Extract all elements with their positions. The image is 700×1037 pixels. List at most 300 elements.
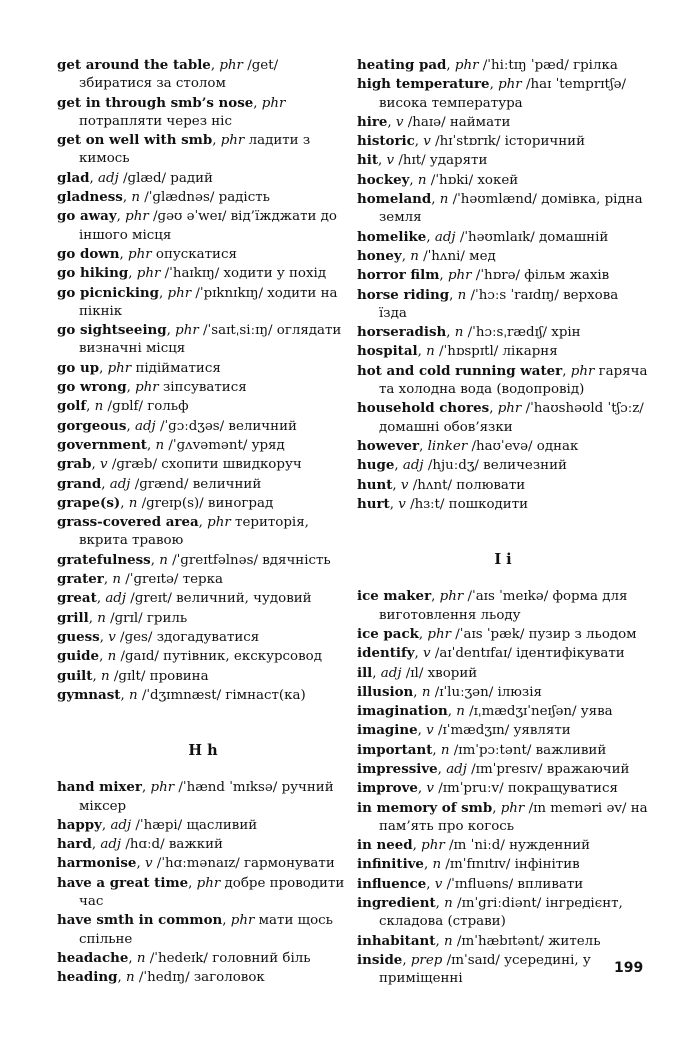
part-of-speech: n [444, 896, 453, 912]
part-of-speech: adj [100, 837, 122, 853]
dictionary-entry [357, 228, 649, 247]
part-of-speech: v [434, 876, 443, 892]
separator: , [198, 515, 208, 531]
section-letter-heading: H h [188, 741, 218, 759]
dictionary-entry [57, 169, 349, 188]
dictionary-entry [357, 894, 649, 932]
separator: , [446, 58, 455, 73]
headword: hunt [357, 476, 393, 493]
part-of-speech: v [426, 781, 434, 797]
separator: , [449, 287, 458, 303]
part-of-speech: phr [150, 780, 175, 796]
separator: , [128, 950, 137, 966]
definition: /ɪnˈɡriːdiənt/ інгредієнт, складова (страви) [379, 896, 623, 930]
headword: in need [357, 837, 413, 854]
dictionary-entry [357, 266, 649, 285]
headword: horror film [357, 267, 440, 284]
dictionary-entry [357, 760, 649, 779]
separator: , [432, 742, 441, 758]
part-of-speech: phr [135, 380, 159, 396]
dictionary-entry [57, 378, 349, 397]
definition: /ˈhʌni/ мед [418, 248, 496, 264]
dictionary-entry [57, 188, 349, 207]
definition: /ɡreɪt/ величний, чудовий [126, 591, 312, 607]
dictionary-entry [57, 551, 349, 570]
dictionary-entry [357, 951, 649, 989]
separator: , [409, 172, 418, 188]
dictionary-entry [357, 721, 649, 740]
separator: , [166, 323, 176, 339]
headword: harmonise [57, 855, 137, 872]
separator: , [446, 325, 455, 341]
dictionary-entry [57, 949, 349, 968]
separator: , [92, 668, 101, 684]
separator: , [120, 687, 129, 703]
dictionary-entry [57, 835, 349, 854]
separator: , [147, 437, 156, 453]
left-column [57, 56, 349, 988]
dictionary-entry [57, 778, 349, 816]
headword: go wrong [57, 379, 127, 396]
dictionary-entry [57, 436, 349, 455]
part-of-speech: v [395, 114, 404, 130]
headword: however [357, 437, 420, 454]
separator: , [437, 761, 447, 777]
headword: hot and cold running water [357, 362, 563, 379]
headword: ice pack [357, 625, 419, 642]
definition: /ˈhiːtɪŋ ˈpæd/ грілка [478, 58, 618, 73]
definition: /ˈhɔːs ˈraɪdɪŋ/ верхова їзда [379, 287, 619, 321]
headword: illusion [357, 683, 414, 700]
separator: , [431, 589, 440, 605]
separator: , [116, 209, 126, 225]
separator: , [89, 170, 99, 186]
definition: /hɪt/ ударяти [394, 153, 488, 169]
headword: great [57, 590, 97, 607]
separator: , [222, 913, 231, 929]
definition: /ɡɒlf/ гольф [103, 399, 189, 415]
headword: golf [57, 398, 87, 415]
dictionary-entry [357, 399, 649, 437]
headword: ill [357, 664, 373, 681]
part-of-speech: phr [439, 589, 464, 605]
part-of-speech: phr [220, 133, 245, 149]
headword: guilt [57, 667, 93, 684]
definition: /hjuːdʒ/ величезний [423, 458, 567, 474]
headword: grater [57, 571, 104, 588]
headword: go away [57, 208, 117, 225]
dictionary-entry [357, 286, 649, 324]
separator: , [101, 476, 110, 492]
definition: /ɪnˈsaɪd/ усередині, у приміщенні [379, 952, 591, 987]
part-of-speech: v [423, 134, 431, 150]
definition: /ɪˈmædʒɪn/ уявляти [433, 723, 571, 739]
definition: /ˈhɑːmənaɪz/ гармонувати [152, 856, 335, 872]
part-of-speech: phr [261, 95, 286, 111]
dictionary-entry [57, 513, 349, 551]
definition: /ˈsaɪtˌsiːɪŋ/ оглядати визначні місця [79, 323, 342, 357]
separator: , [142, 780, 151, 796]
headword: go hiking [57, 265, 129, 282]
dictionary-entry [357, 683, 649, 702]
part-of-speech: n [417, 172, 427, 188]
definition: /ɡlæd/ радий [118, 170, 213, 186]
separator: , [188, 875, 197, 891]
headword: improve [357, 780, 418, 797]
separator: , [413, 684, 422, 700]
part-of-speech: adj [98, 170, 119, 186]
headword: gratefulness [57, 551, 151, 568]
separator: , [378, 153, 387, 169]
part-of-speech: phr [421, 838, 445, 854]
part-of-speech: n [454, 325, 464, 341]
dictionary-entry [357, 171, 649, 190]
dictionary-entry [57, 284, 349, 322]
separator: , [253, 95, 262, 111]
definition: /ˈhæpi/ щасливий [131, 817, 258, 833]
part-of-speech: linker [427, 438, 468, 454]
part-of-speech: n [94, 399, 104, 415]
part-of-speech: v [144, 856, 153, 872]
dictionary-entry [57, 968, 349, 987]
headword: glad [57, 169, 90, 186]
dictionary-entry [357, 476, 649, 495]
part-of-speech: v [423, 646, 431, 662]
headword: high temperature [357, 76, 490, 93]
dictionary-entry [57, 245, 349, 264]
part-of-speech: n [440, 742, 450, 758]
definition: /ˈhænd ˈmɪksə/ ручний міксер [79, 780, 334, 814]
part-of-speech: adj [380, 665, 402, 681]
definition: добре проводити час [79, 875, 345, 910]
headword: hockey [357, 171, 410, 188]
definition: зіпсуватися [158, 380, 247, 396]
dictionary-entry [57, 609, 349, 628]
definition: /ˈɡʌvəmənt/ уряд [164, 437, 285, 453]
definition: територія, вкрита травою [79, 515, 309, 549]
dictionary-entry [357, 190, 649, 228]
definition: /hɜːt/ пошкодити [405, 496, 529, 512]
headword: hospital [357, 343, 418, 360]
separator: , [99, 629, 109, 645]
separator: , [122, 190, 132, 206]
definition: /get/ збиратися за столом [79, 58, 279, 92]
definition: /ɪn meməri əv/ на пам’ять про когось [379, 800, 648, 834]
separator: , [150, 552, 160, 568]
definition: підійматися [131, 360, 221, 376]
part-of-speech: n [426, 344, 435, 360]
separator: , [119, 246, 129, 262]
separator: , [414, 134, 424, 150]
headword: influence [357, 875, 427, 892]
separator: , [417, 344, 427, 360]
separator: , [562, 363, 571, 379]
definition: /ɪˈluːʒən/ ілюзія [430, 684, 542, 700]
separator: , [392, 477, 401, 493]
definition: /haɪ ˈtemprɪtʃə/ висока температура [379, 77, 627, 111]
definition: /ˈaɪs ˈpæk/ пузир з льодом [451, 626, 637, 642]
headword: go up [57, 359, 100, 376]
part-of-speech: n [107, 649, 117, 665]
part-of-speech: v [400, 477, 409, 493]
separator: , [128, 266, 137, 282]
part-of-speech: phr [107, 360, 132, 376]
headword: headache [57, 949, 129, 966]
definition: /ˈdʒɪmnæst/ гімнаст(ка) [137, 687, 306, 703]
definition: /ɪnˈhæbɪtənt/ житель [452, 933, 601, 949]
separator: , [86, 399, 95, 415]
dictionary-entry [57, 647, 349, 666]
headword: imagine [357, 722, 418, 739]
definition: /ɪmˈpruːv/ покращуватися [434, 781, 618, 797]
definition: /ɪmˈpɔːtənt/ важливий [449, 742, 607, 758]
part-of-speech: n [126, 970, 135, 986]
headword: horseradish [357, 324, 447, 341]
separator: , [401, 248, 411, 264]
definition: /ˈhedɪŋ/ заголовок [134, 970, 265, 986]
separator: , [389, 496, 399, 512]
dictionary-entry [57, 359, 349, 378]
section-spacer [357, 514, 649, 532]
separator: , [91, 837, 101, 853]
part-of-speech: n [128, 687, 138, 703]
definition: /ˈɡreɪtə/ терка [121, 572, 223, 588]
headword: heading [57, 969, 118, 986]
part-of-speech: phr [196, 875, 221, 891]
part-of-speech: phr [454, 58, 479, 73]
separator: , [426, 876, 435, 892]
definition: /ɪˌmædʒɪˈneɪʃən/ уява [464, 704, 613, 720]
section-spacer [57, 760, 349, 778]
dictionary-entry [57, 686, 349, 705]
definition: ладити з кимось [79, 133, 311, 167]
separator: , [394, 458, 403, 474]
separator: , [417, 781, 427, 797]
separator: , [136, 856, 145, 872]
separator: , [99, 649, 108, 665]
part-of-speech: phr [230, 913, 255, 929]
dictionary-entry [357, 456, 649, 475]
definition: /haɪə/ наймати [403, 114, 511, 130]
headword: get on well with smb [57, 132, 213, 149]
headword: grand [57, 475, 102, 492]
definition: /ˈɡɔːdʒəs/ величний [155, 418, 297, 434]
definition: /ˈhɒspɪtl/ лікарня [434, 344, 558, 360]
section-letter-heading: I i [494, 550, 512, 568]
definition: /ˈhedeɪk/ головний біль [145, 950, 311, 966]
part-of-speech: adj [434, 229, 456, 245]
part-of-speech: adj [110, 817, 132, 833]
dictionary-entry [357, 741, 649, 760]
separator: , [417, 723, 427, 739]
headword: identify [357, 645, 415, 662]
part-of-speech: adj [446, 761, 467, 777]
headword: ice maker [357, 588, 432, 605]
dictionary-entry [57, 207, 349, 245]
headword: gymnast [57, 686, 121, 703]
definition: опускатися [151, 246, 237, 262]
part-of-speech: phr [167, 285, 192, 301]
definition: /hɑːd/ важкий [121, 837, 223, 853]
part-of-speech: phr [497, 401, 522, 417]
definition: /ˈhaɪkɪŋ/ ходити у похід [160, 266, 327, 282]
separator: , [212, 133, 221, 149]
definition: /hɪˈstɒrɪk/ історичний [430, 134, 585, 150]
dictionary-entry [57, 628, 349, 647]
definition: /ˈɡlædnəs/ радість [139, 190, 270, 206]
definition: /ɡes/ здогадуватися [115, 629, 260, 645]
definition: /ɡrænd/ величний [130, 476, 262, 492]
dictionary-entry [357, 932, 649, 951]
dictionary-entry [57, 321, 349, 359]
part-of-speech: n [155, 437, 165, 453]
part-of-speech: phr [136, 266, 161, 282]
headword: ingredient [357, 895, 436, 912]
definition: /ɪn ˈniːd/ нужденний [444, 838, 591, 854]
headword: homelike [357, 228, 427, 245]
headword: hire [357, 113, 388, 130]
definition: /ˈhɔːsˌrædɪʃ/ хрін [463, 325, 581, 341]
dictionary-entry [357, 799, 649, 837]
part-of-speech: phr [570, 363, 595, 379]
separator: , [489, 77, 499, 93]
definition: /ɪnˈfɪnɪtɪv/ інфінітив [441, 857, 580, 873]
part-of-speech: phr [128, 246, 152, 262]
headword: infinitive [357, 856, 424, 873]
dictionary-entry [357, 151, 649, 170]
separator: , [492, 800, 501, 816]
headword: inside [357, 951, 403, 968]
section-spacer [357, 569, 649, 587]
page-number: 199 [614, 960, 644, 976]
definition: /ɡəʊ əˈweɪ/ від’їжджати до іншого місця [79, 209, 337, 243]
separator: , [120, 495, 129, 511]
part-of-speech: n [128, 495, 138, 511]
part-of-speech: n [410, 248, 419, 264]
part-of-speech: n [439, 192, 449, 208]
separator: , [88, 610, 98, 626]
dictionary-entry [57, 589, 349, 608]
definition: /ɡaɪd/ путівник, екскурсовод [116, 649, 322, 665]
part-of-speech: v [108, 629, 116, 645]
part-of-speech: adj [134, 418, 156, 434]
separator: , [402, 952, 411, 968]
part-of-speech: n [100, 668, 110, 684]
section-spacer [57, 723, 349, 741]
part-of-speech: n [456, 704, 465, 720]
separator: , [126, 380, 136, 396]
dictionary-entry [357, 132, 649, 151]
headword: go sightseeing [57, 322, 167, 339]
separator: , [210, 58, 220, 73]
separator: , [117, 970, 126, 986]
definition: /ɪmˈpresɪv/ вражаючий [466, 761, 630, 777]
dictionary-entry [357, 75, 649, 113]
headword: inhabitant [357, 932, 436, 949]
dictionary-entry [57, 417, 349, 436]
dictionary-entry [357, 625, 649, 644]
separator: , [372, 665, 381, 681]
separator: , [447, 704, 457, 720]
separator: , [423, 857, 433, 873]
dictionary-entry [357, 113, 649, 132]
definition: /ˈaɪs ˈmeɪkə/ форма для виготовлення льоду [379, 589, 628, 623]
part-of-speech: n [443, 933, 453, 949]
separator: , [439, 268, 448, 284]
dictionary-entry [357, 56, 649, 75]
right-column [357, 56, 649, 989]
separator: , [96, 591, 106, 607]
part-of-speech: v [398, 496, 406, 512]
definition: /ɪl/ хворий [401, 665, 478, 681]
definition: /ɡræb/ схопити швидкоруч [107, 457, 302, 473]
headword: huge [357, 457, 395, 474]
headword: guess [57, 628, 100, 645]
dictionary-entry [357, 702, 649, 721]
headword: happy [57, 816, 102, 833]
dictionary-entry [57, 816, 349, 835]
dictionary-entry [357, 342, 649, 361]
part-of-speech: phr [447, 268, 472, 284]
headword: grass-covered area [57, 514, 199, 531]
part-of-speech: adj [109, 476, 131, 492]
dictionary-entry [57, 397, 349, 416]
part-of-speech: prep [410, 952, 443, 968]
dictionary-entry [357, 437, 649, 456]
definition: мати щось спільне [79, 913, 333, 947]
part-of-speech: n [432, 857, 442, 873]
section-spacer [357, 532, 649, 550]
definition: /hʌnt/ полювати [408, 477, 526, 493]
headword: guide [57, 648, 100, 665]
part-of-speech: phr [498, 77, 522, 93]
dictionary-entry [357, 644, 649, 663]
separator: , [412, 838, 422, 854]
headword: get in through smb’s nose [57, 94, 254, 111]
definition: /ɡɪlt/ провина [109, 668, 209, 684]
part-of-speech: n [136, 950, 146, 966]
separator: , [435, 933, 444, 949]
headword: grape(s) [57, 494, 121, 511]
headword: go picnicking [57, 284, 159, 301]
part-of-speech: phr [207, 515, 231, 531]
part-of-speech: n [97, 610, 106, 626]
dictionary-entry [57, 854, 349, 873]
definition: /ˈhəʊmlænd/ домівка, рідна земля [379, 192, 643, 226]
headword: heating pad [357, 57, 447, 73]
headword: important [357, 741, 433, 758]
separator: , [91, 457, 100, 473]
headword: in memory of smb [357, 799, 493, 816]
headword: impressive [357, 760, 438, 777]
separator: , [99, 360, 108, 376]
definition: /ˈɪnfluəns/ впливати [442, 876, 584, 892]
headword: honey [357, 247, 402, 264]
separator: , [418, 626, 428, 642]
dictionary-entry [57, 494, 349, 513]
definition: /ɡrɪl/ гриль [105, 610, 188, 626]
dictionary-entry [357, 362, 649, 400]
definition: гаряча та холодна вода (водопровід) [379, 363, 648, 398]
headword: hard [57, 836, 92, 853]
dictionary-entry [357, 323, 649, 342]
dictionary-entry [357, 495, 649, 514]
headword: grill [57, 609, 89, 626]
dictionary-entry [57, 264, 349, 283]
part-of-speech: v [386, 153, 395, 169]
separator: , [431, 192, 440, 208]
dictionary-entry [57, 667, 349, 686]
